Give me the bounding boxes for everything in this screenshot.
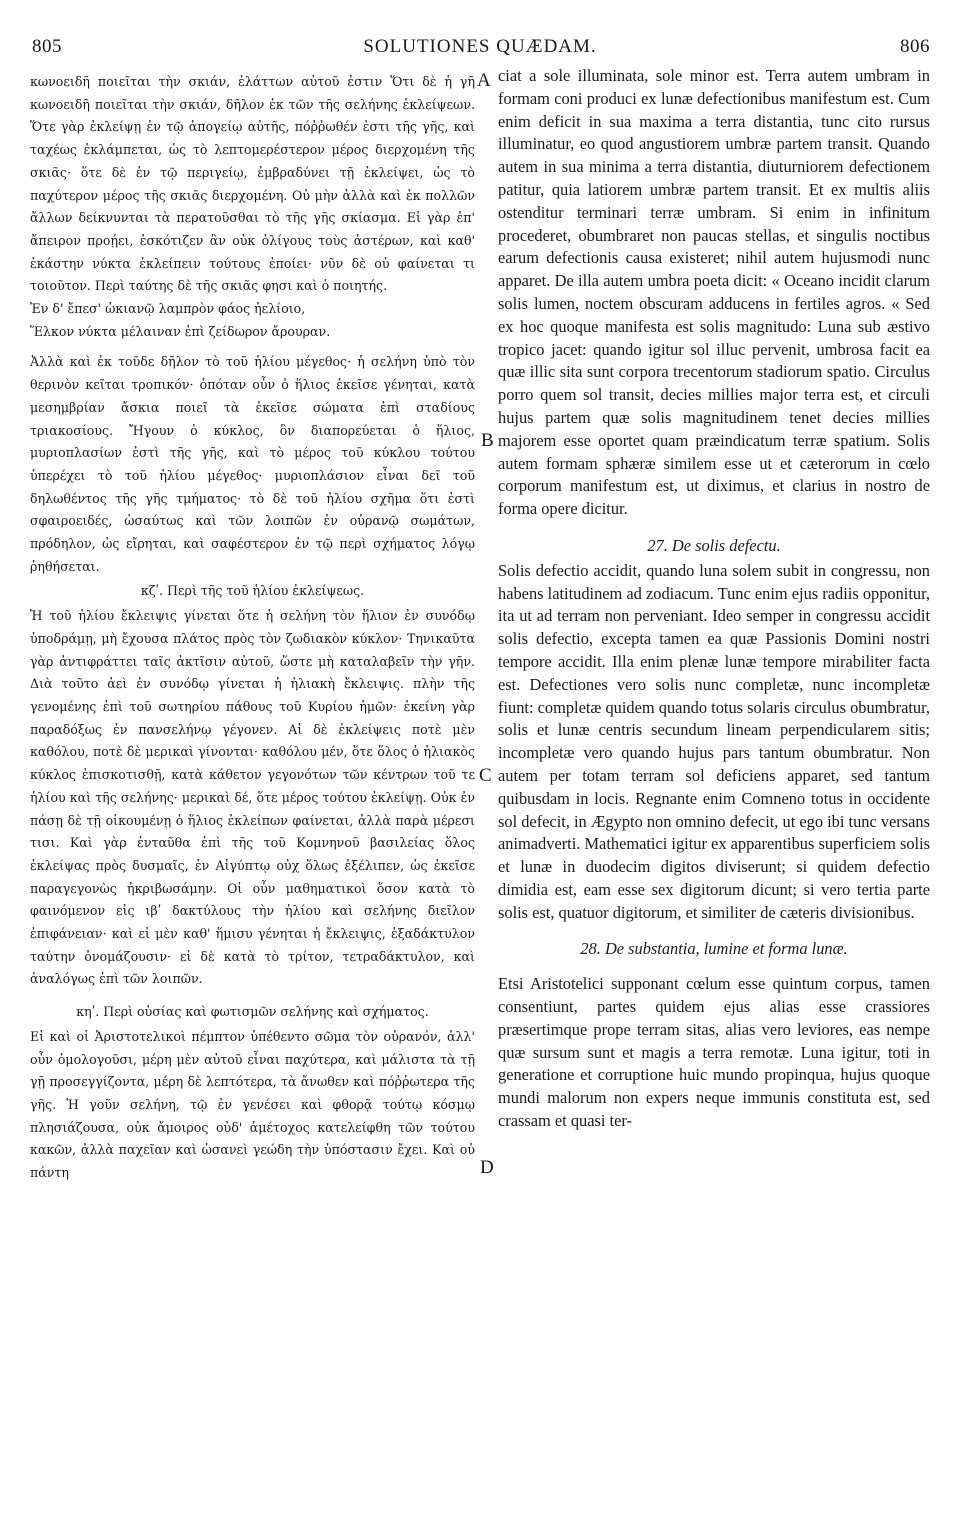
page-number-right: 806 [900, 36, 930, 57]
margin-marker-b: B [481, 430, 494, 451]
greek-paragraph-4: Εἰ καὶ οἱ Ἀριστοτελικοὶ πέμπτον ὑπέθεντο σῶμα τὸν οὐρανόν, ἀλλ' οὖν ὁμολογοῦσι, μέρη μὲν αὐτοῦ εἶναι παχύτερα, καὶ μάλιστα τὰ τῇ γῇ προσεγγίζοντα, μέρη δὲ λεπτότερα, τὰ ἄνωθεν καὶ πόῤῥωτερα τῆς γῆς. Ἡ γοῦν σελήνη, τῷ ἐν γενέσει καὶ φθορᾷ τούτῳ κόσμῳ πλησιάζουσα, οὐκ ἄμοιρος οὐδ' ἀμέτοχος κατελείφθη τῶν τούτου κακῶν, ἀλλὰ παχεῖαν καὶ ὡσανεὶ γεώδη τὴν ὑπόστασιν ἔχει. Καὶ οὐ πάντη [30, 1028, 475, 1181]
margin-marker-c: C [479, 765, 492, 786]
page-header [30, 36, 930, 66]
margin-marker-d: D [480, 1157, 494, 1178]
greek-paragraph-1: κωνοειδῆ ποιεῖται τὴν σκιάν, ἐλάττων αὐτοῦ ἐστιν Ὅτι δὲ ἡ γῆ κωνοειδῆ ποιεῖται τὴν σκιάν, δῆλον ἐκ τῶν τῆς σελήνης ἐκλείψεων. Ὅτε γὰρ ἐκλείψῃ ἐν τῷ ἀπογείῳ αὐτῆς, πόῤῥωθέν ἐστι τῆς γῆς, καὶ ταχέως ἐκλάμπεται, ὡς τὸ λεπτομερέστερον μέρος διερχομένη τῆς σκιᾶς· ὅτε δὲ ἐν τῷ περιγείῳ, ἐμβραδύνει τῇ ἐκλείψει, ὡς τὸ παχύτερον μέρος τῆς σκιᾶς διερχομένη. Οὐ μὴν ἀλλὰ καὶ ἐκ πολλῶν ἄλλων δείκνυνται τὰ περατοῦσθαι τὸ τῆς γῆς σκίασμα. Εἰ γὰρ ἐπ' ἄπειρον προῄει, ἐσκότιζεν ἂν οὐκ ὀλίγους τοὺς ἀστέρων, καὶ καθ' ἑκάστην νύκτα ἐκλείπειν τούτους ἐποίει· νῦν δὲ οὐ φαίνεται τι τοιοῦτον. Περὶ ταύτης δὲ τῆς σκιᾶς φησι καὶ ὁ ποιητής. [30, 74, 475, 294]
latin-column [498, 65, 930, 1133]
latin-section-heading-28: 28. De substantia, lumine et forma lunæ. [580, 939, 848, 959]
latin-paragraph-1: ciat a sole illuminata, sole minor est. Terra autem umbram in formam coni produci ex lunæ defectionibus manifestum est. Cum enim deficit in sua maxima a terra distantia, tunc cito rursus illuminatur, eo quod angustiorem umbræ partem transit. Quando autem in sua minima a terra distantia, diuturniorem defectionem patitur, quia latiorem umbræ partem transit. Et ex multis aliis ostenditur terminari terræ umbram. Si enim in infinitum procederet, obumbraret non paucas stellas, et singulis noctibus earum defectionis causa existeret; nihil autem hujusmodi nunc apparet. De illa autem umbra poeta dicit: « Oceano incidit clarum solis lumen, noctem obscuram adducens in fertiles agros. « Sed ex hoc quoque manifesta est solis magnitudo: Luna sub æstivo tropico jacet: quando igitur sol illuc pervenit, umbrosa facit ea quæ illic sita sunt corpora trecentorum stadiorum spatio. Circulus porro quem sol transit, decies millies major terra est, et circuli hujus partem quæ solis magnitudinem tenet decies millies majorem esse oportet quam præindicatum terræ spatium. Solis autem formam sphæræ similem esse ut et cæterorum in cœlo corporum manifestum est, ut diximus, et clarius in nostro de forma opere dicitur. [498, 66, 930, 519]
latin-paragraph-2: Solis defectio accidit, quando luna solem subit in congressu, non habens latitudinem ad zodiacum. Tunc enim ejus radiis opponitur, ita ut ad terram non perveniant. Ideo semper in congressu accidit solis defectio, excepta tamen ea quæ Passionis Domini nostri tempore accidit. Illa enim plenæ lunæ tempore mirabiliter facta est. Defectiones vero solis nunc completæ, nunc incompletæ fiunt: completæ quidem quando totus solaris circulus obumbratur, solis et lunæ centris secundum lineam perpendicularem sitis; incompletæ vero quando hujus pars tantum obumbratur. Non autem per totam terram sol deficiens apparet, sed tantum quibusdam in locis. Regnante enim Comneno totus in occidente sol defecit, in Ægypto non omnino defecit, ut ego ibi tunc versans animadverti. Mathematici igitur ex apparentibus superficiem solis et lunæ in duodecim digitos diviserunt; si quidem defectio dimidia est, eam esse sex digitorum dicunt; si vero tertia parte solis est, quatuor digitorum, et similiter de cæteris divisionibus. [498, 560, 930, 922]
greek-column [30, 71, 475, 1185]
greek-paragraph-2: Ἀλλὰ καὶ ἐκ τοῦδε δῆλον τὸ τοῦ ἡλίου μέγεθος· ἡ σελήνη ὑπὸ τὸν θερινὸν κεῖται τροπικόν· ὁπόταν οὖν ὁ ἥλιος ἐκεῖσε γένηται, κατὰ μεσημβρίαν ἄσκια ποιεῖ τὰ ἐκεῖσε σώματα ἐπὶ σταδίους τριακοσίους. Ἤγουν ὁ κύκλος, ὃν διαπορεύεται ὁ ἥλιος, μυριοπλασίων ἐστὶ τῆς γῆς, καὶ τὸ μέρος τοῦ κύκλου τούτου ὑπερέχει τὸ τοῦ ἡλίου μέγεθος· μυριοπλάσιον εἶναι δεῖ τοῦ δηλωθέντος τῆς γῆς τμήματος· τὸ δὲ τοῦ ἡλίου σχῆμα ὅτι ἐστὶ σφαιροειδές, ὡσαύτως καὶ τῶν λοιπῶν ἐν οὐρανῷ σωμάτων, πρόδηλον, ὡς εἴρηται, καὶ σαφέστερον ἐν τῷ περὶ σχήματος λόγῳ ῥηθήσεται. [30, 354, 475, 574]
running-title: SOLUTIONES QUÆDAM. [363, 36, 597, 57]
margin-marker-a: A [477, 70, 491, 91]
greek-paragraph-3: Ἡ τοῦ ἡλίου ἔκλειψις γίνεται ὅτε ἡ σελήνη τὸν ἥλιον ἐν συνόδῳ ὑποδράμῃ, μὴ ἔχουσα πλάτος πρὸς τὸν ζωδιακὸν κύκλον· Τηνικαῦτα γὰρ ἀντιφράττει ταῖς ἀκτῖσιν αὐτοῦ, ὥστε μὴ καταλαβεῖν τὴν γῆν. Διὰ τοῦτο ἀεὶ ἐν συνόδῳ γίνεται ἡ ἡλιακὴ ἔκλειψις. πλὴν τῆς γενομένης ἐπὶ τοῦ σωτηρίου πάθους τοῦ Κυρίου ἡμῶν· ἐκείνη γὰρ παραδόξως ἐν πανσελήνῳ γέγονεν. Αἱ δὲ ἐκλείψεις ποτὲ μὲν καθόλου, ποτὲ δὲ μερικαὶ γίνονται· καθόλου μέν, ὅτε ὅλος ὁ ἡλιακὸς κύκλος ἐπισκοτισθῇ, κατὰ κάθετον γεγονότων τῶν κέντρων τοῦ τε ἡλίου καὶ τῆς σελήνης· μερικαὶ δέ, ὅτε μέρος τούτου ἐκλείψῃ. Οὐκ ἐν πάσῃ δὲ τῇ οἰκουμένῃ ὁ ἥλιος ἐκλείπων φαίνεται, ἀλλὰ παρὰ μέρεσι τισι. Καὶ γὰρ ἐνταῦθα ἐπὶ τῆς τοῦ Κομνηνοῦ βασιλείας ὅλος ἐκλείψας πρὸς δυσμαῖς, ἐν Αἰγύπτῳ οὐχ ὅλως ἐξέλιπεν, ὡς ἐκεῖσε παραγεγονὼς ἠκριβωσάμην. Οἱ οὖν μαθηματικοὶ ὅσον κατὰ τὸ φαινόμενον εἰς ιβʹ δακτύλους τὴν ἡλίου καὶ σελήνης διεῖλον ἐπιφάνειαν· καὶ εἰ μὲν καθ' ἥμισυ γένηται ἡ ἔκλειψις, ἑξαδάκτυλον ταύτην ὀνομάζουσιν· εἰ δὲ κατὰ τὸ τρίτον, τετραδάκτυλον, καὶ ἀναλόγως ἐπὶ τῶν λοιπῶν. [30, 608, 475, 987]
greek-section-heading-27: κζʹ. Περὶ τῆς τοῦ ἡλίου ἐκλείψεως. [140, 583, 365, 599]
latin-paragraph-3: Etsi Aristotelici supponant cœlum esse quintum corpus, tamen consentiunt, partes quidem ejus alias esse crassiores præsertimque prope terram sitas, alias vero leviores, eas nempe quæ sursum sunt et magis a terra remotæ. Luna igitur, toti in generatione et corruptione huic mundo propinqua, hujus quoque mundi malorum non expers neque immunis constituta est, sed crassam et quasi ter- [498, 974, 930, 1131]
latin-section-heading-27: 27. De solis defectu. [647, 535, 781, 555]
greek-verse-2: Ἕλκον νύκτα μέλαιναν ἐπὶ ζείδωρον ἄρουραν. [30, 323, 331, 339]
greek-section-heading-28: κηʹ. Περὶ οὐσίας καὶ φωτισμῶν σελήνης καὶ σχήματος. [76, 1004, 429, 1020]
page-number-left: 805 [32, 36, 62, 57]
greek-verse-1: Ἐν δ' ἔπεσ' ὠκιανῷ λαμπρὸν φάος ἠελίοιο, [30, 301, 306, 317]
